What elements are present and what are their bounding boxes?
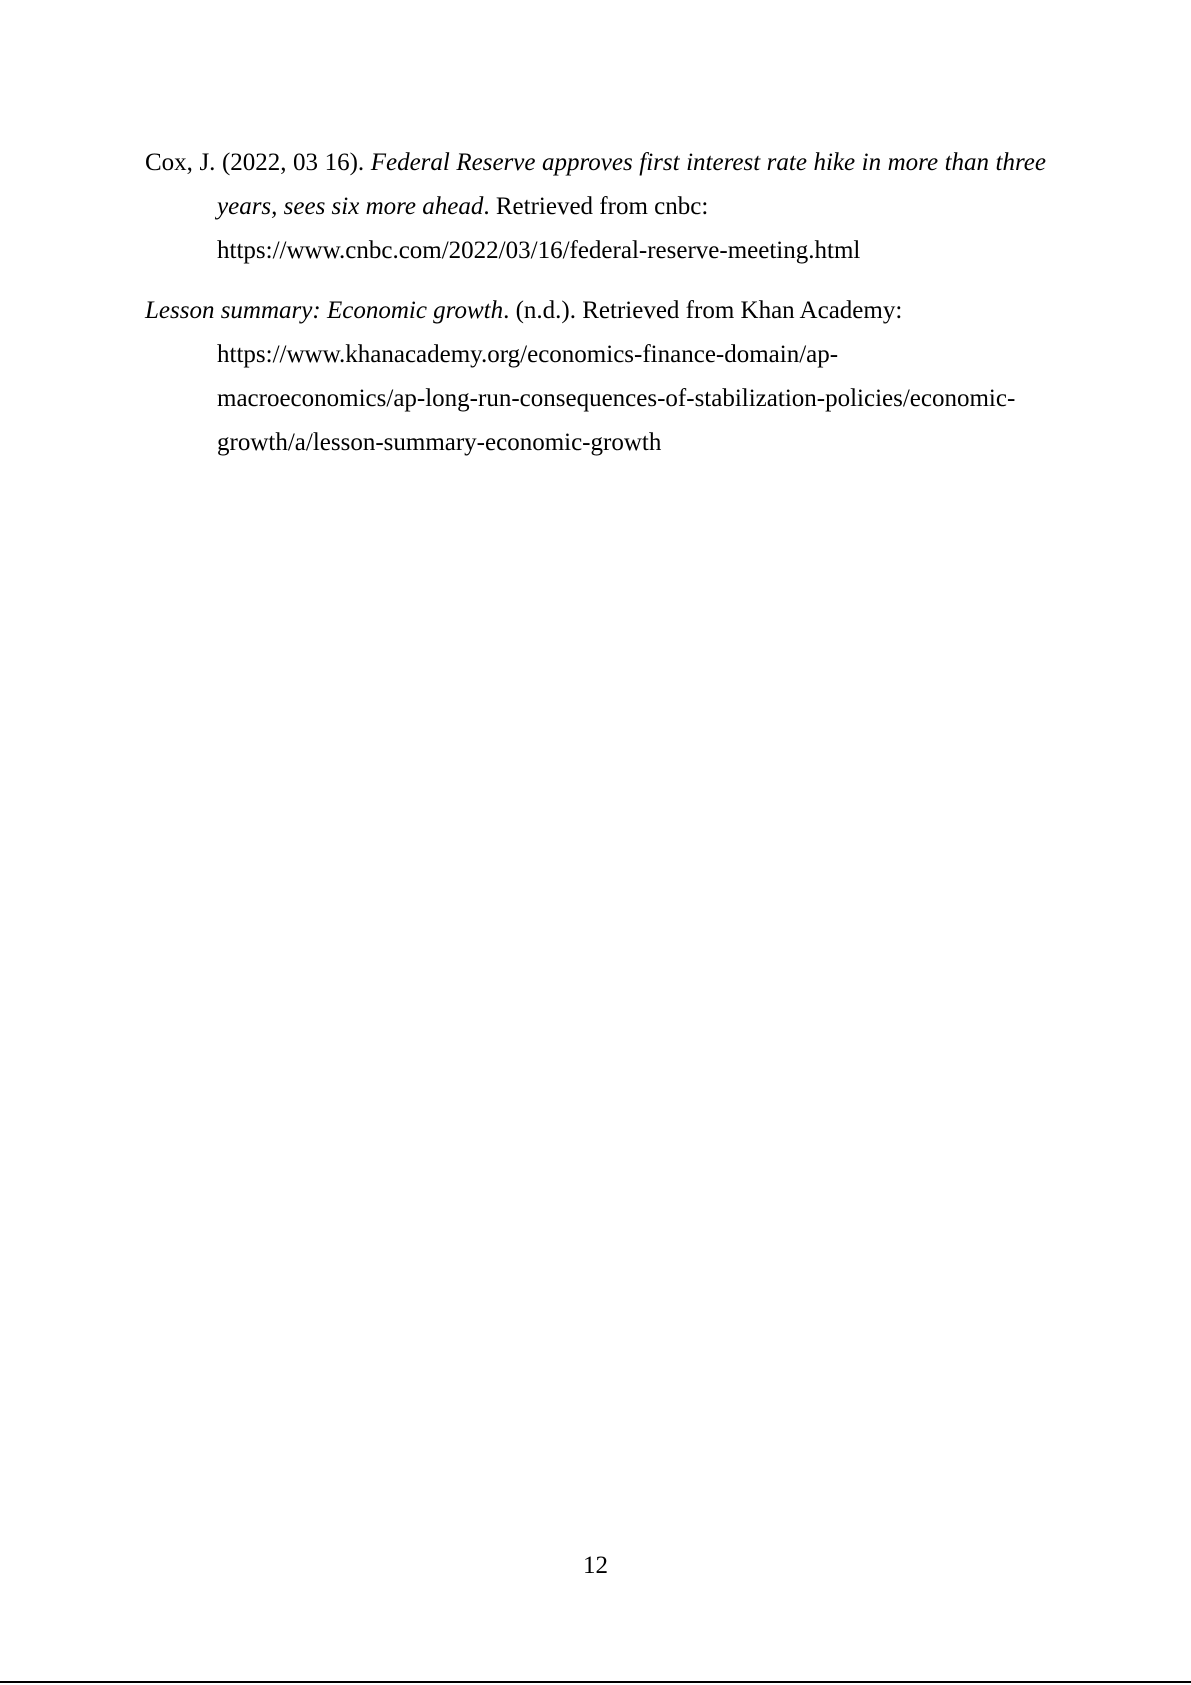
reference-list [145, 141, 1046, 481]
bottom-divider [0, 1681, 1191, 1683]
reference-url[interactable]: https://www.cnbc.com/2022/03/16/federal-reserve-meeting.html [217, 237, 861, 264]
reference-source: . (n.d.). Retrieved from Khan Academy: [503, 297, 903, 324]
reference-title: Federal Reserve approves first interest rate hike in more than three years, sees six more ahead [217, 149, 1046, 220]
reference-author-date: Cox, J. (2022, 03 16). [145, 149, 371, 176]
reference-source: . Retrieved from cnbc: [483, 193, 709, 220]
reference-url-line[interactable]: growth/a/lesson-summary-economic-growth [217, 429, 662, 456]
reference-url-line[interactable]: macroeconomics/ap-long-run-consequences-of-stabilization-policies/economic- [217, 385, 1016, 412]
reference-entry-khan-academy [145, 289, 1046, 465]
reference-entry-cox [145, 141, 1046, 273]
reference-url-line[interactable]: https://www.khanacademy.org/economics-finance-domain/ap- [217, 341, 839, 368]
reference-title: Lesson summary: Economic growth [145, 297, 504, 324]
page-number: 12 [583, 1552, 608, 1579]
